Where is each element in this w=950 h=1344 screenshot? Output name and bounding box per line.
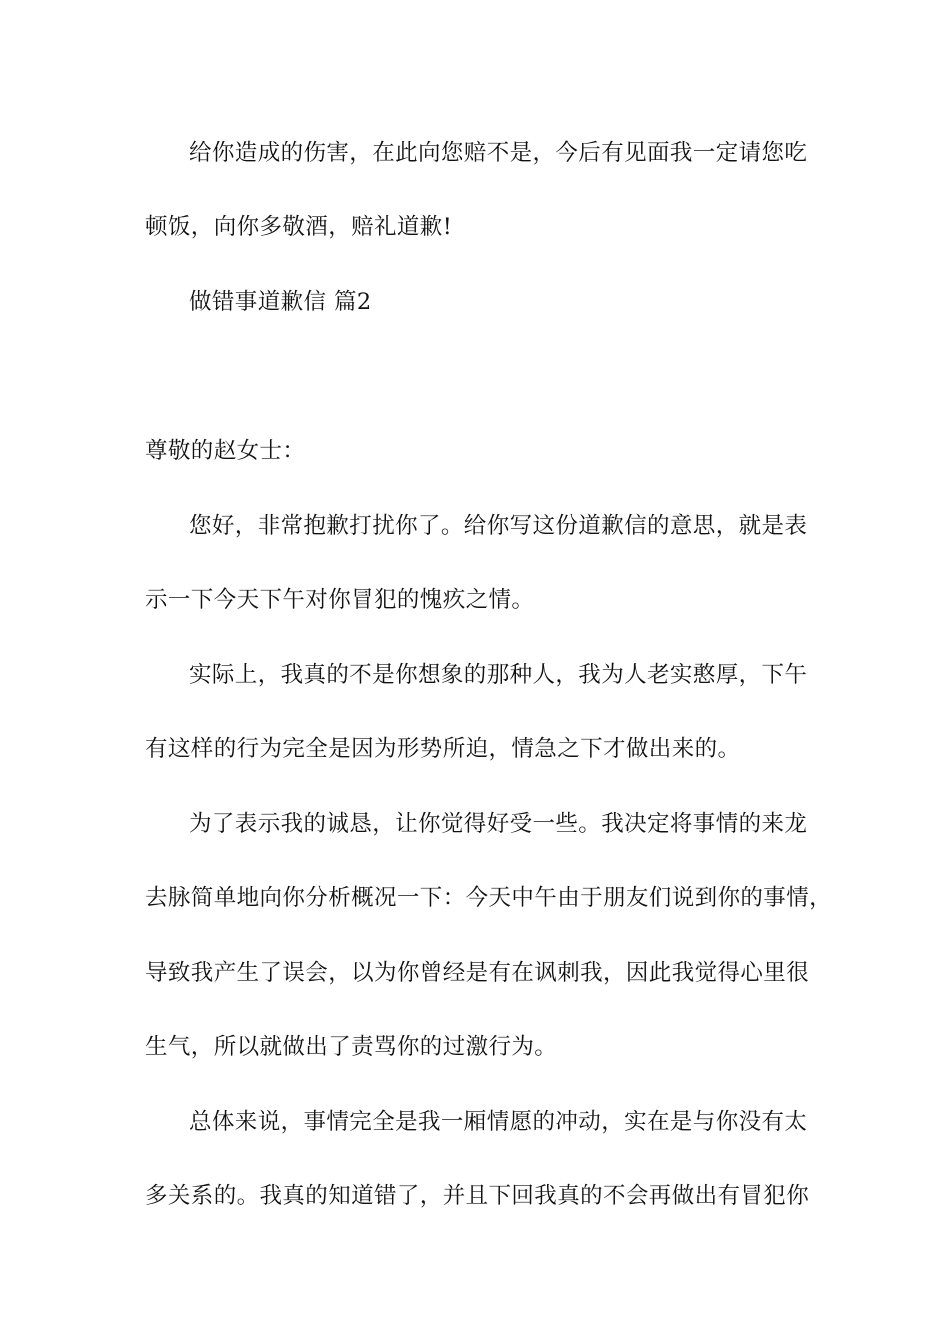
paragraph-line: 您好，非常抱歉打扰你了。给你写这份道歉信的意思，就是表 (189, 513, 808, 539)
paragraph-line: 去脉简单地向你分析概况一下：今天中午由于朋友们说到你的事情， (145, 885, 833, 911)
paragraph-line: 给你造成的伤害，在此向您赔不是，今后有见面我一定请您吃 (189, 140, 808, 166)
paragraph-line: 为了表示我的诚恳，让你觉得好受一些。我决定将事情的来龙 (189, 811, 808, 837)
salutation: 尊敬的赵女士： (145, 438, 306, 464)
paragraph-line: 有这样的行为完全是因为形势所迫，情急之下才做出来的。 (145, 736, 741, 762)
section-heading: 做错事道歉信 篇2 (189, 289, 372, 315)
paragraph-line: 示一下今天下午对你冒犯的愧疚之情。 (145, 587, 535, 613)
paragraph-line: 实际上，我真的不是你想象的那种人，我为人老实憨厚，下午 (189, 662, 808, 688)
paragraph-line: 顿饭，向你多敬酒，赔礼道歉! (145, 214, 453, 240)
paragraph-line: 生气，所以就做出了责骂你的过激行为。 (145, 1034, 558, 1060)
paragraph-line: 多关系的。我真的知道错了，并且下回我真的不会再做出有冒犯你 (145, 1183, 810, 1209)
paragraph-line: 总体来说，事情完全是我一厢情愿的冲动，实在是与你没有太 (189, 1109, 808, 1135)
paragraph-line: 导致我产生了误会，以为你曾经是有在讽刺我，因此我觉得心里很 (145, 960, 810, 986)
